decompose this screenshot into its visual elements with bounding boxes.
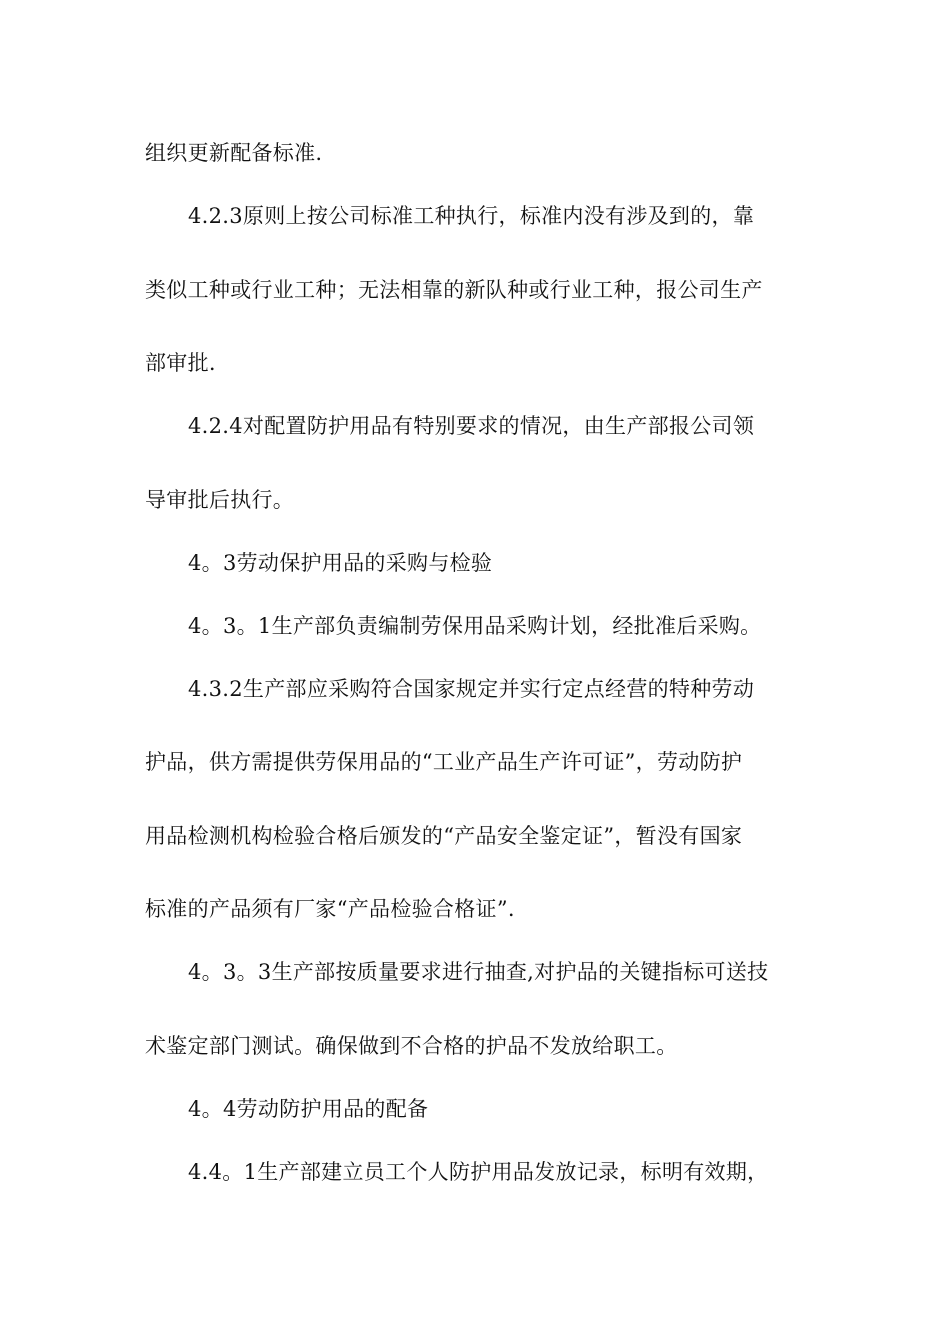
text-line: 4。3。1生产部负责编制劳保用品采购计划，经批准后采购。 bbox=[188, 614, 762, 638]
section-heading: 4。4劳动防护用品的配备 bbox=[188, 1097, 429, 1121]
section-heading: 4。3劳动保护用品的采购与检验 bbox=[188, 551, 493, 575]
text-line: 用品检测机构检验合格后颁发的“产品安全鉴定证”，暂没有国家 bbox=[145, 824, 743, 848]
text-line: 类似工种或行业工种；无法相靠的新队种或行业工种，报公司生产 bbox=[145, 278, 763, 302]
text-line: 4.2.4对配置防护用品有特别要求的情况，由生产部报公司领 bbox=[188, 414, 755, 438]
text-line: 导审批后执行。 bbox=[145, 488, 295, 512]
text-line: 护品，供方需提供劳保用品的“工业产品生产许可证”，劳动防护 bbox=[145, 750, 743, 774]
text-line: 标准的产品须有厂家“产品检验合格证”. bbox=[145, 897, 515, 921]
text-line: 组织更新配备标准. bbox=[145, 141, 323, 165]
text-line: 4.2.3原则上按公司标准工种执行，标准内没有涉及到的，靠 bbox=[188, 204, 755, 228]
text-line: 4。3。3生产部按质量要求进行抽查,对护品的关键指标可送技 bbox=[188, 960, 769, 984]
text-line: 4.3.2生产部应采购符合国家规定并实行定点经营的特种劳动 bbox=[188, 677, 755, 701]
text-line: 4.4。1生产部建立员工个人防护用品发放记录，标明有效期， bbox=[188, 1160, 769, 1184]
text-line: 部审批. bbox=[145, 351, 216, 375]
text-line: 术鉴定部门测试。确保做到不合格的护品不发放给职工。 bbox=[145, 1034, 678, 1058]
